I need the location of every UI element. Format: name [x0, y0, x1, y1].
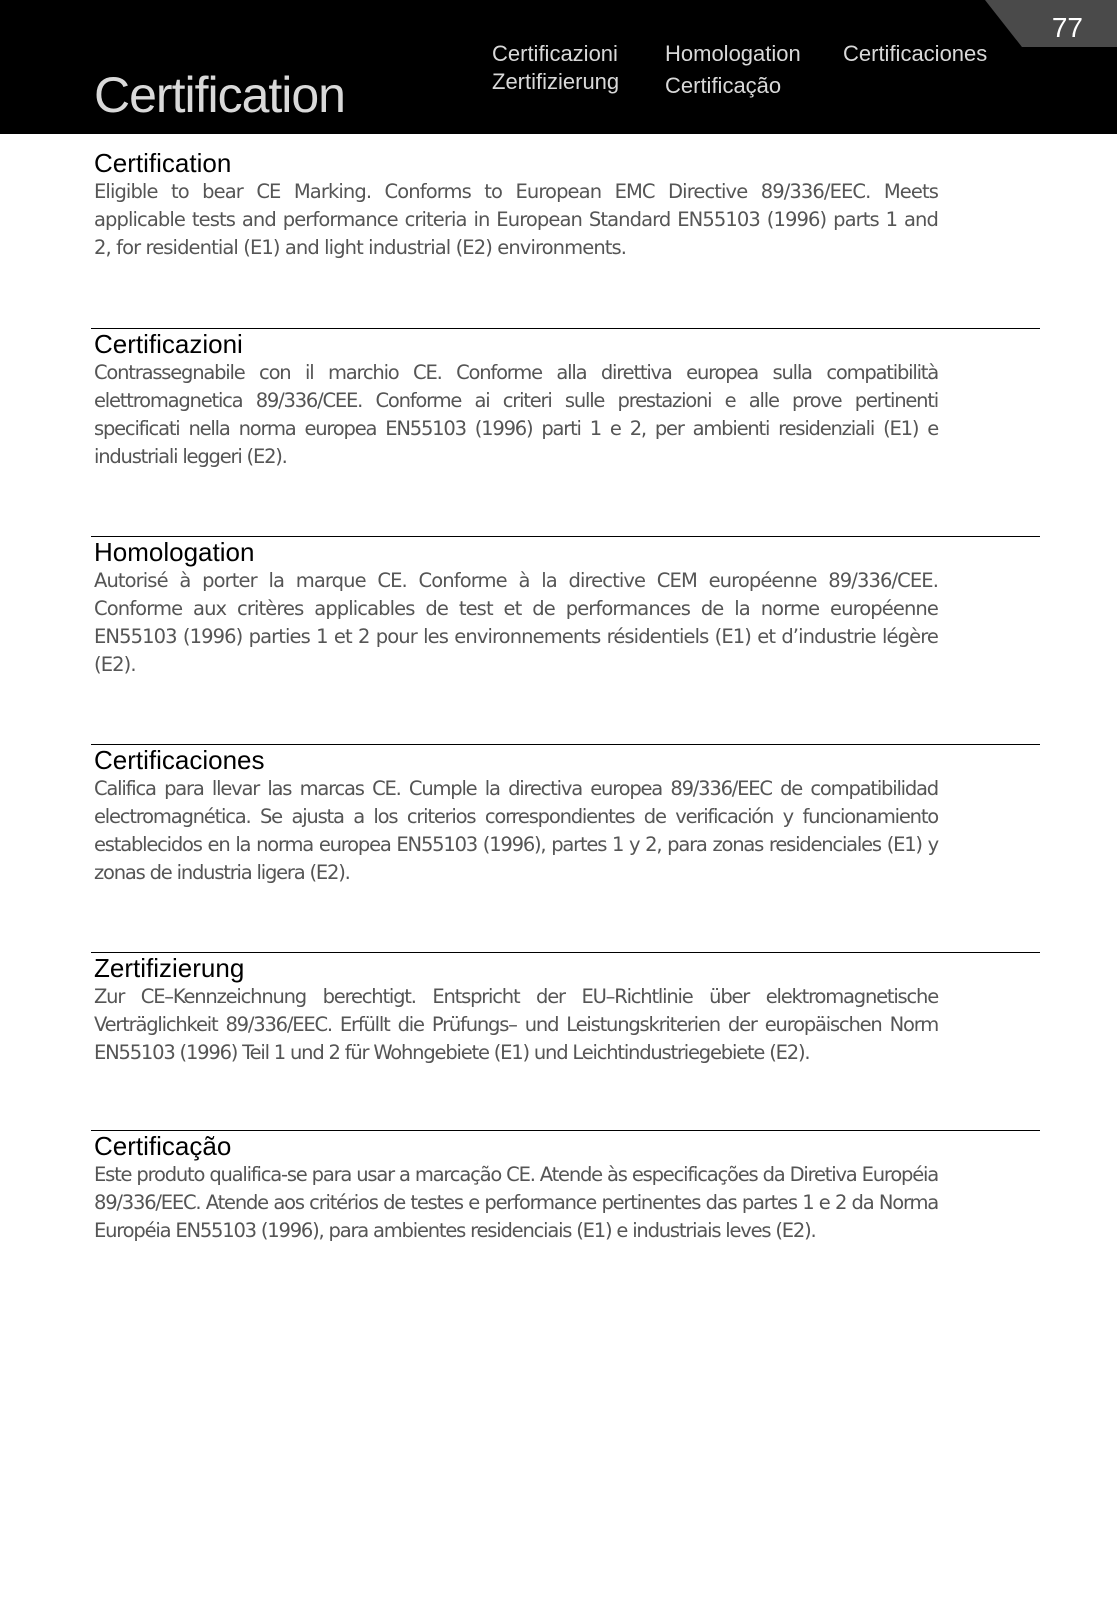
section-body: Autorisé à porter la marque CE. Conforme à la directive CEM européenne 89/336/CEE. Conforme aux critères applicables de test et de performances de la norme européenne EN55103 (1996) parties 1 et 2 pour les environnements résidentiels (E1) et d’industrie légère (E2). — [94, 569, 938, 676]
language-label-spanish: Certificaciones — [843, 41, 988, 66]
page-title: Certification — [94, 67, 345, 123]
section-body: Califica para llevar las marcas CE. Cumple la directiva europea 89/336/EEC de compatibilidad electromagnética. Se ajusta a los criterios correspondientes de verificación y funcionamiento establecidos en la norma europea EN55103 (1996), partes 1 y 2, para zonas residenciales (E1) y zonas de industria ligera (E2). — [94, 777, 938, 884]
language-label-french: Homologation — [665, 41, 801, 66]
page-number: 77 — [1051, 12, 1083, 43]
section-english — [91, 148, 1040, 262]
section-german — [91, 952, 1040, 1067]
section-heading: Certificazioni — [94, 329, 243, 359]
language-label-german: Zertifizierung — [492, 69, 620, 94]
section-body: Este produto qualifica-se para usar a marcação CE. Atende às especificações da Diretiva Européia 89/336/EEC. Atende aos critérios de testes e performance pertinentes das partes 1 e 2 da Norma Européia EN55103 (1996), para ambientes residenciais (E1) e industriais leves (E2). — [94, 1163, 938, 1242]
section-italian — [91, 328, 1040, 471]
section-body: Zur CE–Kennzeichnung berechtigt. Entspricht der EU–Richtlinie über elektromagnetische Verträglichkeit 89/336/EEC. Erfüllt die Prüfungs– und Leistungskriterien der europäischen Norm EN55103 (1996) Teil 1 und 2 für Wohngebiete (E1) und Leichtindustriegebiete (E2). — [94, 985, 938, 1064]
section-heading: Certificação — [94, 1131, 232, 1161]
section-body: Eligible to bear CE Marking. Conforms to European EMC Directive 89/336/EEC. Meets applicable tests and performance criteria in European Standard EN55103 (1996) parts 1 and 2, for residential (E1) and light industrial (E2) environments. — [94, 180, 938, 259]
section-heading: Certificaciones — [94, 745, 265, 775]
section-spanish — [91, 744, 1040, 887]
section-heading: Zertifizierung — [94, 953, 245, 983]
section-french — [91, 536, 1040, 679]
header-bar — [0, 0, 1117, 134]
section-portuguese — [91, 1130, 1040, 1245]
section-heading: Certification — [94, 148, 232, 178]
language-label-italian: Certificazioni — [492, 41, 618, 66]
section-body: Contrassegnabile con il marchio CE. Conforme alla direttiva europea sulla compatibilità elettromagnetica 89/336/CEE. Conforme ai criteri sulle prestazioni e alle prove pertinenti specificati nella norma europea EN55103 (1996) parti 1 e 2, per ambienti residenziali (E1) e industriali leggeri (E2). — [94, 361, 938, 468]
section-heading: Homologation — [94, 537, 255, 567]
language-label-portuguese: Certificação — [665, 73, 782, 98]
